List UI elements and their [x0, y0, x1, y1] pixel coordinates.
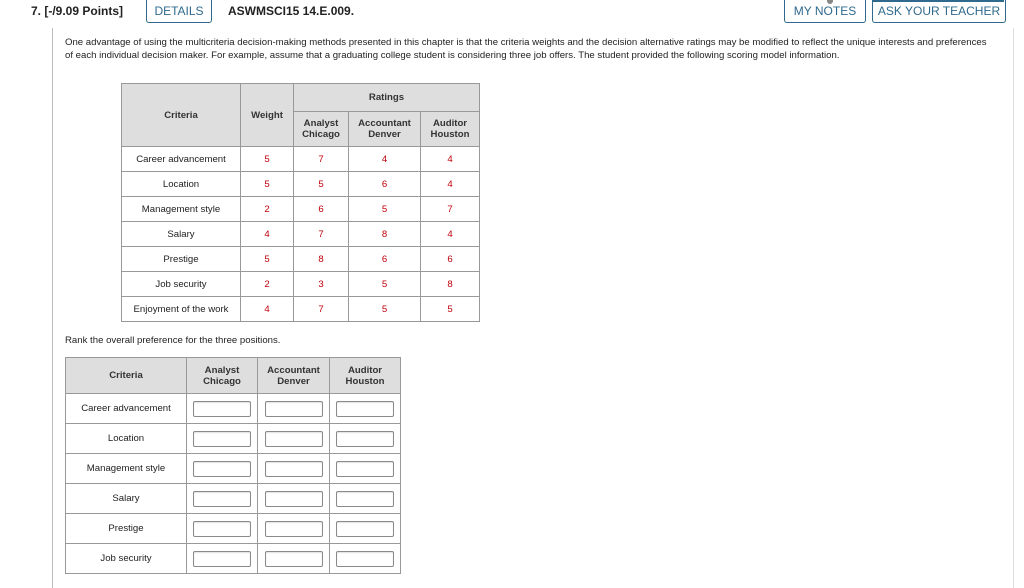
criteria-cell: Job security [122, 272, 241, 297]
weight-cell: 2 [241, 272, 294, 297]
criteria-cell: Location [122, 172, 241, 197]
accountant-rating-cell: 4 [349, 147, 421, 172]
weight-cell: 5 [241, 247, 294, 272]
table-row [66, 394, 401, 424]
analyst-rank-input[interactable] [193, 461, 251, 477]
accountant-rating-cell: 5 [349, 272, 421, 297]
my-notes-button[interactable]: MY NOTES [784, 0, 866, 23]
analyst-rating-cell: 3 [294, 272, 349, 297]
question-number: 7. [-/9.09 Points] [31, 4, 124, 18]
criteria-cell: Salary [122, 222, 241, 247]
auditor-rank-input[interactable] [336, 431, 394, 447]
criteria-cell: Salary [66, 484, 187, 514]
criteria-header: Criteria [122, 84, 241, 147]
accountant-header: Accountant Denver [258, 358, 330, 394]
auditor-rating-cell: 4 [421, 222, 480, 247]
intro-text: One advantage of using the multicriteria decision-making methods presented in this chapter is that the criteria weights and the decision alternative ratings may be modified to reflect the unique interests and preferences of each individual decision maker. For example, assume that a graduating college student is considering three job offers. The student provided the following scoring model information. [65, 37, 987, 61]
criteria-cell: Location [66, 424, 187, 454]
table-row [122, 172, 480, 197]
accountant-rating-cell: 8 [349, 222, 421, 247]
criteria-cell: Job security [66, 544, 187, 574]
auditor-rank-input[interactable] [336, 521, 394, 537]
details-button[interactable]: DETAILS [146, 0, 212, 23]
table-row [66, 424, 401, 454]
auditor-rating-cell: 4 [421, 147, 480, 172]
accountant-rank-input[interactable] [265, 461, 323, 477]
weight-cell: 5 [241, 172, 294, 197]
criteria-cell: Management style [122, 197, 241, 222]
criteria-cell: Management style [66, 454, 187, 484]
table-row [66, 514, 401, 544]
criteria-cell: Career advancement [66, 394, 187, 424]
rank-prompt: Rank the overall preference for the three positions. [65, 335, 281, 346]
accountant-rank-input[interactable] [265, 491, 323, 507]
analyst-rank-input[interactable] [193, 551, 251, 567]
question-body [52, 28, 1014, 588]
auditor-rating-cell: 4 [421, 172, 480, 197]
auditor-rating-cell: 6 [421, 247, 480, 272]
analyst-rating-cell: 7 [294, 147, 349, 172]
analyst-rank-input[interactable] [193, 491, 251, 507]
analyst-rating-cell: 5 [294, 172, 349, 197]
criteria-cell: Enjoyment of the work [122, 297, 241, 322]
weight-cell: 4 [241, 297, 294, 322]
analyst-rank-input[interactable] [193, 431, 251, 447]
accountant-rank-input[interactable] [265, 431, 323, 447]
weight-header: Weight [241, 84, 294, 147]
accountant-rank-input[interactable] [265, 551, 323, 567]
criteria-cell: Prestige [66, 514, 187, 544]
auditor-header: Auditor Houston [421, 112, 480, 147]
auditor-rating-cell: 5 [421, 297, 480, 322]
table-row [122, 197, 480, 222]
criteria-cell: Prestige [122, 247, 241, 272]
analyst-rating-cell: 7 [294, 222, 349, 247]
criteria-header: Criteria [66, 358, 187, 394]
accountant-header: Accountant Denver [349, 112, 421, 147]
accountant-rating-cell: 5 [349, 197, 421, 222]
auditor-rating-cell: 8 [421, 272, 480, 297]
analyst-rating-cell: 6 [294, 197, 349, 222]
table-row [66, 544, 401, 574]
accountant-rating-cell: 6 [349, 247, 421, 272]
weight-cell: 5 [241, 147, 294, 172]
auditor-rank-input[interactable] [336, 401, 394, 417]
accountant-rating-cell: 5 [349, 297, 421, 322]
table-row [122, 147, 480, 172]
analyst-rating-cell: 7 [294, 297, 349, 322]
analyst-rank-input[interactable] [193, 521, 251, 537]
question-header [0, 0, 1024, 26]
table-row [66, 454, 401, 484]
weight-cell: 2 [241, 197, 294, 222]
analyst-header: Analyst Chicago [187, 358, 258, 394]
accountant-rank-input[interactable] [265, 521, 323, 537]
table-row [66, 484, 401, 514]
ratings-header: Ratings [294, 84, 480, 112]
criteria-cell: Career advancement [122, 147, 241, 172]
auditor-rating-cell: 7 [421, 197, 480, 222]
weight-cell: 4 [241, 222, 294, 247]
table-row [122, 222, 480, 247]
table-row [122, 272, 480, 297]
analyst-rank-input[interactable] [193, 401, 251, 417]
teacher-button-topline [872, 0, 1004, 2]
accountant-rating-cell: 6 [349, 172, 421, 197]
table-row [122, 297, 480, 322]
auditor-rank-input[interactable] [336, 461, 394, 477]
auditor-rank-input[interactable] [336, 551, 394, 567]
auditor-rank-input[interactable] [336, 491, 394, 507]
table-row [122, 247, 480, 272]
auditor-header: Auditor Houston [330, 358, 401, 394]
analyst-rating-cell: 8 [294, 247, 349, 272]
ask-teacher-button[interactable]: ASK YOUR TEACHER [872, 0, 1006, 23]
question-code: ASWMSCI15 14.E.009. [228, 4, 355, 18]
accountant-rank-input[interactable] [265, 401, 323, 417]
rank-answer-table [65, 357, 401, 574]
scoring-model-table [121, 83, 480, 322]
analyst-header: Analyst Chicago [294, 112, 349, 147]
